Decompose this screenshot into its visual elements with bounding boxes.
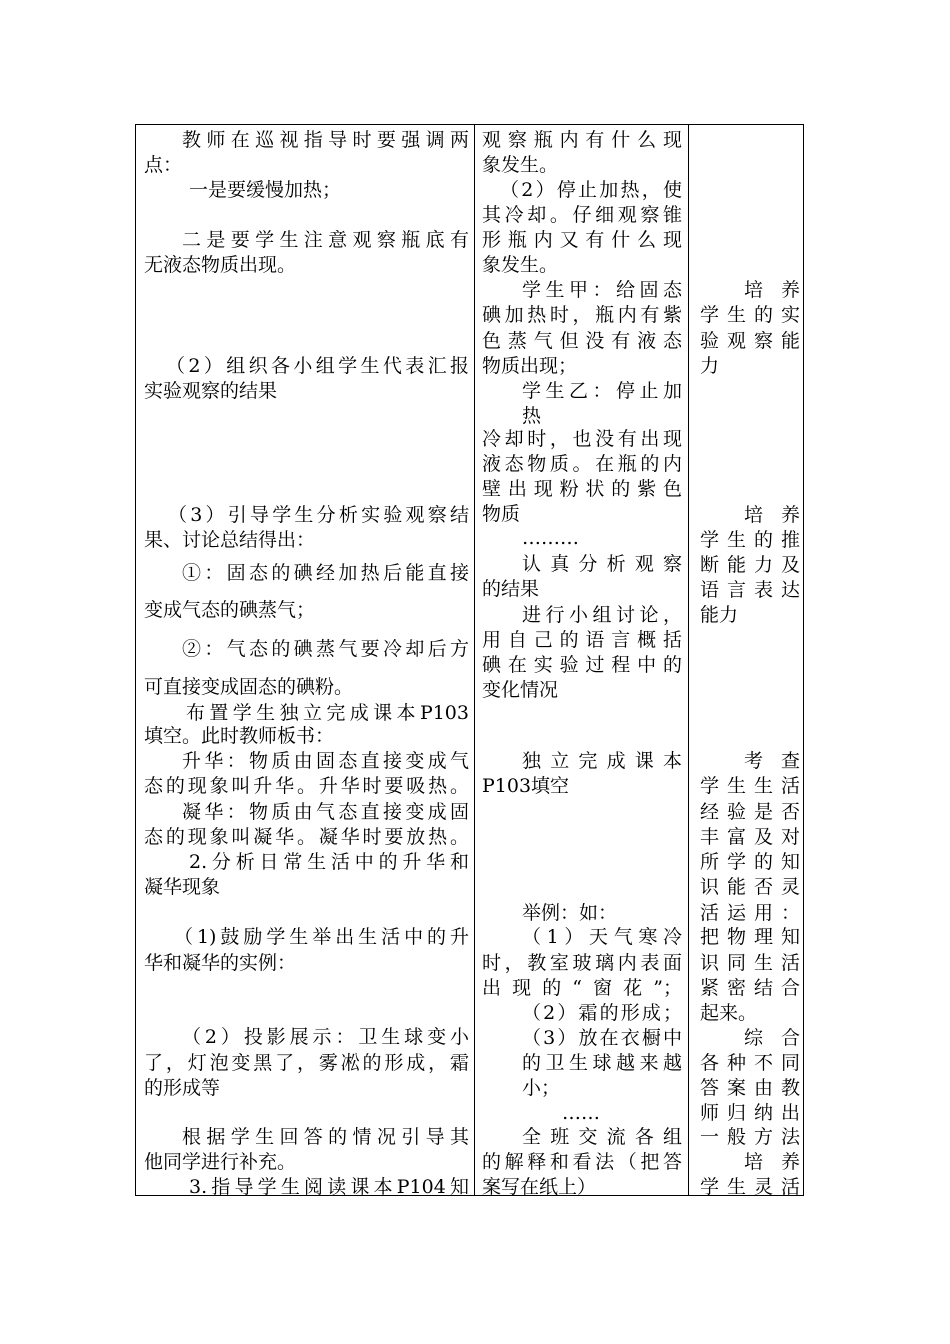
text-line: 形瓶内又有什么现 [482, 229, 682, 251]
student-activity-column [482, 125, 682, 1198]
text-line: 填空。此时教师板书： [144, 725, 335, 747]
text-line: 变成气态的碘蒸气； [144, 599, 316, 621]
text-line: 独立完成课本 [522, 750, 682, 772]
text-line: 的结果 [482, 578, 540, 600]
text-line: 起来。 [700, 1002, 758, 1024]
text-line: 活运用： [700, 902, 800, 924]
text-line: 色蒸气但没有液态 [482, 330, 682, 352]
text-line: 断能力及 [700, 554, 800, 576]
text-line: 液态物质。在瓶的内 [482, 453, 682, 475]
text-line: 能力 [700, 604, 739, 626]
text-line: 碘在实验过程中的 [482, 654, 682, 676]
text-line: 果、讨论总结得出： [144, 529, 316, 551]
text-line: 象发生。 [482, 154, 559, 176]
text-line: 教师在巡视指导时要强调两 [182, 129, 469, 151]
text-line: 的形成等 [144, 1077, 221, 1099]
text-line: 碘加热时，瓶内有紫 [482, 304, 682, 326]
column-divider [688, 125, 689, 1195]
text-line: 培养 [744, 279, 800, 301]
text-line: 出现的“窗花”； [482, 977, 682, 999]
text-line: （2）停止加热，使 [500, 179, 682, 201]
text-line: 态的现象叫升华。升华时要吸热。 [144, 775, 469, 797]
text-line: ……… [522, 527, 579, 549]
text-line: 升华：物质由固态直接变成气 [182, 750, 469, 772]
text-line: 学生的实 [700, 304, 800, 326]
text-line: 学生灵活 [700, 1176, 800, 1198]
text-line: 把物理知 [700, 926, 800, 948]
text-line: 无液态物质出现。 [144, 254, 297, 276]
text-line: 师归纳出 [700, 1102, 800, 1124]
text-line: 培养 [744, 504, 800, 526]
text-line: 实验观察的结果 [144, 380, 278, 402]
text-line: 举例：如： [522, 902, 618, 924]
text-line: 学生甲：给固态 [522, 279, 682, 301]
text-line: 时，教室玻璃内表面 [482, 952, 682, 974]
text-line: 经验是否 [700, 801, 800, 823]
text-line: 学生生活 [700, 775, 800, 797]
text-line: 全班交流各组 [522, 1126, 682, 1148]
teacher-activity-column [144, 125, 469, 1198]
text-line: 识能否灵 [700, 876, 800, 898]
text-line: 所学的知 [700, 851, 800, 873]
text-line: 3.指导学生阅读课本P104知 [189, 1176, 469, 1198]
text-line: 2.分析日常生活中的升华和 [189, 851, 469, 873]
design-intent-column [700, 125, 800, 1198]
text-line: （1）天气寒冷 [522, 926, 682, 948]
text-line: 学生乙：停止加 [522, 380, 682, 402]
text-line: 热 [522, 405, 542, 427]
text-line: 考查 [744, 750, 800, 772]
text-line: …… [562, 1102, 600, 1124]
text-line: 他同学进行补充。 [144, 1151, 297, 1173]
text-line: 进行小组讨论， [522, 604, 682, 626]
text-line: 答案由教 [700, 1077, 800, 1099]
text-line: 丰富及对 [700, 826, 800, 848]
text-line: 紧密结合 [700, 977, 800, 999]
text-line: 培养 [744, 1151, 800, 1173]
text-line: （2）霜的形成； [522, 1002, 682, 1024]
text-line: 了，灯泡变黑了，雾凇的形成，霜 [144, 1052, 469, 1074]
text-line: 态的现象叫凝华。凝华时要放热。 [144, 826, 469, 848]
column-divider [474, 125, 475, 1195]
text-line: 的卫生球越来越 [522, 1052, 682, 1074]
text-line: 识同生活 [700, 952, 800, 974]
text-line: 凝华：物质由气态直接变成固 [182, 801, 469, 823]
text-line: 的解释和看法（把答 [482, 1151, 682, 1173]
lesson-table [135, 124, 804, 1196]
text-line: 其冷却。仔细观察锥 [482, 204, 682, 226]
text-line: 冷却时，也没有出现 [482, 428, 682, 450]
text-line: 验观察能 [700, 330, 800, 352]
text-line: （2）投影展示：卫生球变小 [182, 1026, 469, 1048]
text-line: 华和凝华的实例： [144, 952, 297, 974]
text-line: 综合 [744, 1027, 800, 1049]
text-line: 物质出现； [482, 355, 578, 377]
text-line: 认真分析观察 [522, 553, 682, 575]
text-line: 案写在纸上） [482, 1176, 597, 1198]
text-line: 一般方法 [700, 1126, 800, 1148]
text-line: （1)鼓励学生举出生活中的升 [174, 926, 469, 948]
text-line: 根据学生回答的情况引导其 [182, 1126, 469, 1148]
text-line: 物质 [482, 503, 521, 525]
text-line: 语言表达 [700, 579, 800, 601]
text-line: 观察瓶内有什么现 [482, 129, 682, 151]
text-line: 小； [522, 1077, 561, 1099]
text-line: ①：固态的碘经加热后能直接 [182, 562, 469, 584]
text-line: ②：气态的碘蒸气要冷却后方 [182, 638, 469, 660]
text-line: 二是要学生注意观察瓶底有 [182, 229, 469, 251]
text-line: 学生的推 [700, 529, 800, 551]
text-line: 力 [700, 355, 720, 377]
text-line: 可直接变成固态的碘粉。 [144, 676, 354, 698]
text-line: 壁出现粉状的紫色 [482, 478, 682, 500]
text-line: （2）组织各小组学生代表汇报 [166, 355, 469, 377]
text-line: 布置学生独立完成课本P103 [186, 702, 469, 724]
text-line: 各种不同 [700, 1052, 800, 1074]
text-line: 用自己的语言概括 [482, 629, 682, 651]
text-line: 一是要缓慢加热； [189, 179, 342, 201]
text-line: 凝华现象 [144, 876, 221, 898]
text-line: （3）放在衣橱中 [522, 1027, 682, 1049]
text-line: P103填空 [482, 775, 570, 797]
text-line: （3）引导学生分析实验观察结 [168, 504, 469, 526]
text-line: 象发生。 [482, 254, 559, 276]
text-line: 点： [144, 154, 183, 176]
text-line: 变化情况 [482, 679, 559, 701]
